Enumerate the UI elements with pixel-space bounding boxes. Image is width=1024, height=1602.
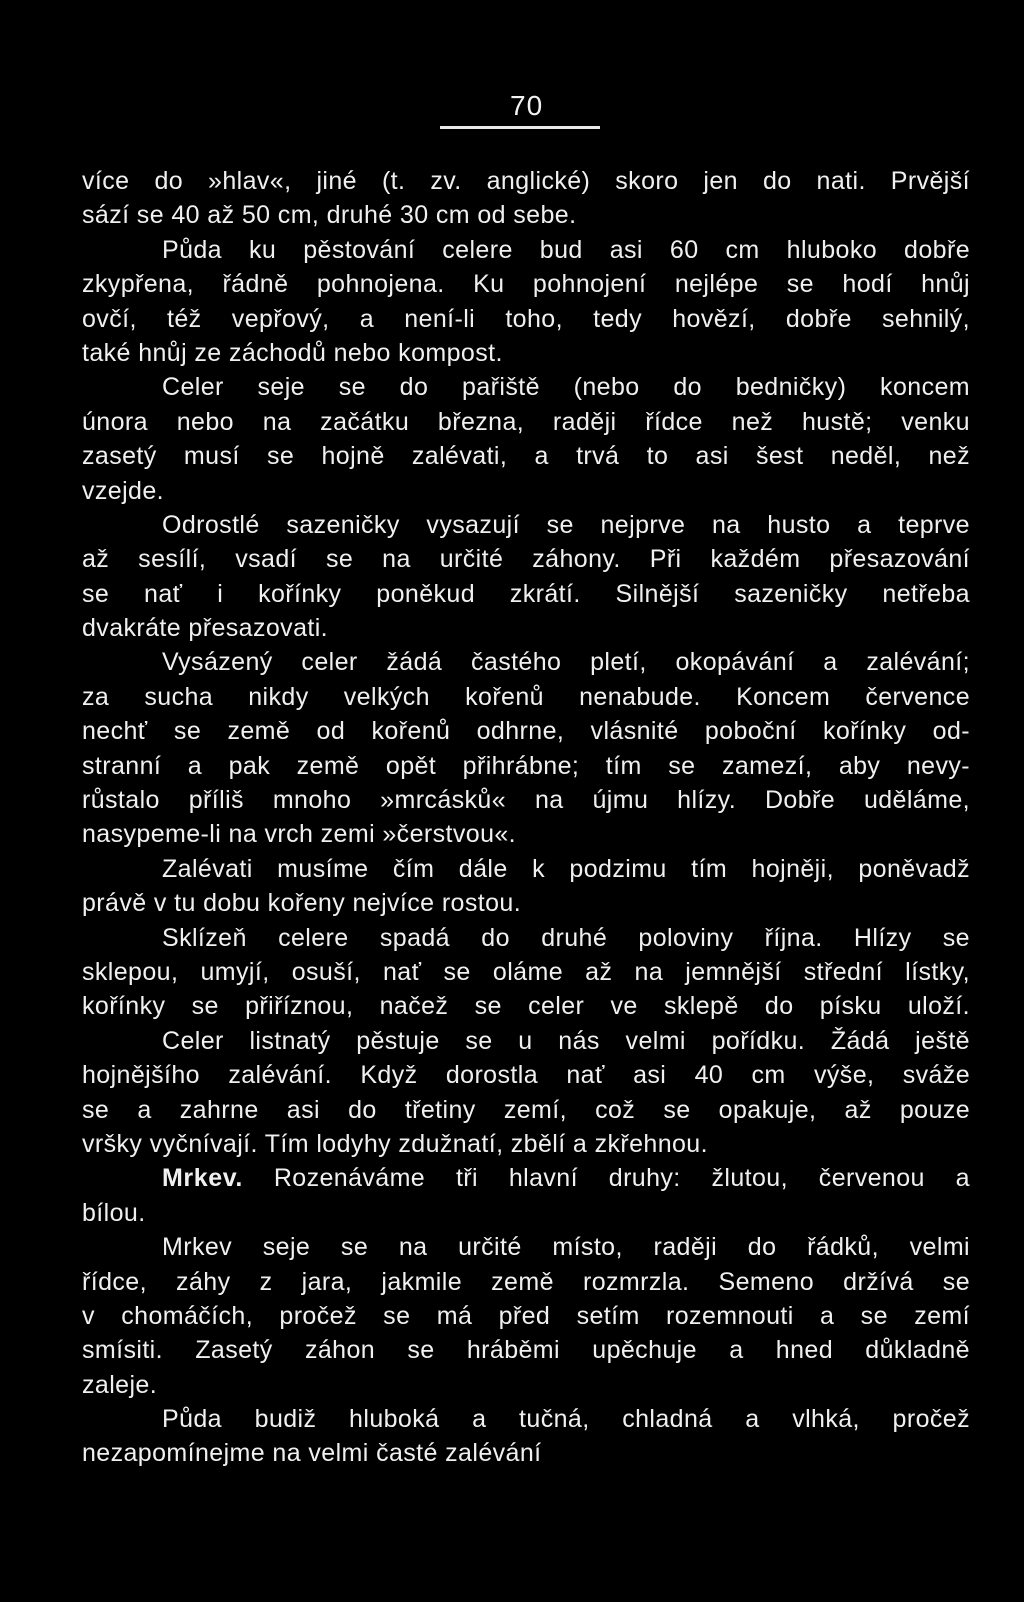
text-line — [82, 405, 970, 439]
text-line — [82, 645, 970, 679]
text-line-content: hojnějšího zalévání. Když dorostla nať asi 40 cm výše, sváže — [82, 1061, 970, 1090]
text-line-content: zaleje. — [82, 1370, 158, 1399]
text-line — [82, 1299, 970, 1333]
text-line-content: se nať i kořínky poněkud zkrátí. Silnější sazeničky netřeba — [82, 579, 970, 608]
text-line-content: zkypřena, řádně pohnojena. Ku pohnojení nejlépe se hodí hnůj — [82, 270, 970, 299]
text-line-content: nechť se země od kořenů odhrne, vlásnité poboční kořínky od- — [82, 717, 970, 746]
text-line — [82, 1024, 970, 1058]
text-line — [82, 817, 970, 851]
text-line-content: v chomáčích, pročež se má před setím rozemnouti a se zemí — [82, 1301, 970, 1330]
text-line — [82, 1265, 970, 1299]
text-line — [82, 198, 970, 232]
text-line — [82, 611, 970, 645]
text-line-content: dvakráte přesazovati. — [82, 614, 329, 643]
text-line — [82, 749, 970, 783]
text-line-content: zasetý musí se hojně zalévati, a trvá to asi šest neděl, než — [82, 442, 970, 471]
text-line-content: vzejde. — [82, 476, 165, 505]
text-line-content: nezapomínejme na velmi časté zalévání — [82, 1439, 542, 1468]
text-line-content: smísiti. Zasetý záhon se hráběmi upěchuje a hned důkladně — [82, 1336, 970, 1365]
text-line-content: Rozenáváme tři hlavní druhy: žlutou, červenou a — [273, 1164, 970, 1193]
text-line — [82, 1093, 970, 1127]
text-line — [82, 474, 970, 508]
text-line — [82, 1230, 970, 1264]
text-line-content: za sucha nikdy velkých kořenů nenabude. Koncem července — [82, 682, 970, 711]
text-line-content: Celer seje se do pařiště (nebo do bedničky) koncem — [162, 373, 970, 402]
text-line-content: Půda budiž hluboká a tučná, chladná a vlhká, pročež — [162, 1405, 970, 1434]
text-line — [82, 1436, 970, 1470]
text-line — [82, 680, 970, 714]
body-text — [82, 164, 970, 1471]
page-number-rule — [440, 126, 600, 129]
text-line-content: února nebo na začátku března, raději řídce než hustě; venku — [82, 407, 970, 436]
text-line-content: nasypeme-li na vrch zemi »čerstvou«. — [82, 820, 517, 849]
text-line-content: ovčí, též vepřový, a není-li toho, tedy hovězí, dobře sehnilý, — [82, 304, 970, 333]
text-line — [82, 714, 970, 748]
text-line — [82, 302, 970, 336]
text-line-content: Půda ku pěstování celere bud asi 60 cm hluboko dobře — [162, 235, 970, 264]
text-line-content: se a zahrne asi do třetiny zemí, což se opakuje, až pouze — [82, 1095, 970, 1124]
text-line — [82, 439, 970, 473]
text-line — [82, 370, 970, 404]
text-line — [82, 1402, 970, 1436]
text-line-content: až sesílí, vsadí se na určité záhony. Při každém přesazování — [82, 545, 970, 574]
text-line — [82, 542, 970, 576]
text-line-content: vršky vyčnívají. Tím lodyhy zdužnatí, zbělí a zkřehnou. — [82, 1129, 708, 1158]
section-term: Mrkev. — [162, 1164, 243, 1193]
text-line — [82, 783, 970, 817]
text-line-content: Celer listnatý pěstuje se u nás velmi pořídku. Žádá ještě — [162, 1026, 970, 1055]
text-line — [82, 1058, 970, 1092]
text-line — [82, 508, 970, 542]
text-line — [82, 989, 970, 1023]
text-line-content: kořínky se přiříznou, načež se celer ve sklepě do písku uloží. — [82, 992, 970, 1021]
text-line — [82, 267, 970, 301]
text-line-content: také hnůj ze záchodů nebo kompost. — [82, 338, 503, 367]
text-line-content: právě v tu dobu kořeny nejvíce rostou. — [82, 889, 522, 918]
text-line-content: stranní a pak země opět přihrábne; tím se zamezí, aby nevy- — [82, 751, 970, 780]
text-line — [82, 886, 970, 920]
text-line — [82, 852, 970, 886]
text-line — [82, 1127, 970, 1161]
text-line — [82, 336, 970, 370]
text-line — [82, 164, 970, 198]
text-line-content: bílou. — [82, 1198, 146, 1227]
page-number: 70 — [510, 90, 544, 121]
text-line-content: řídce, záhy z jara, jakmile země rozmrzla. Semeno držívá se — [82, 1267, 970, 1296]
text-line-content: sází se 40 až 50 cm, druhé 30 cm od sebe. — [82, 201, 577, 230]
text-line-content: sklepou, umyjí, osuší, nať se oláme až na jemnější střední lístky, — [82, 957, 970, 986]
text-line — [82, 1196, 970, 1230]
text-line-content: Odrostlé sazeničky vysazují se nejprve na husto a teprve — [162, 510, 970, 539]
text-line-content: Zalévati musíme čím dále k podzimu tím hojněji, poněvadž — [162, 854, 970, 883]
text-line-content: více do »hlav«, jiné (t. zv. anglické) skoro jen do nati. Prvější — [82, 167, 970, 195]
text-line — [82, 1161, 970, 1195]
text-line — [82, 233, 970, 267]
text-line — [82, 577, 970, 611]
text-line-content: Sklízeň celere spadá do druhé poloviny října. Hlízy se — [162, 923, 970, 952]
text-line-content: Vysázený celer žádá častého pletí, okopávání a zalévání; — [162, 648, 970, 677]
text-line — [82, 1368, 970, 1402]
text-line-content: růstalo příliš mnoho »mrcásků« na újmu hlízy. Dobře uděláme, — [82, 786, 970, 815]
text-line — [82, 921, 970, 955]
text-line-content: Mrkev seje se na určité místo, raději do řádků, velmi — [162, 1233, 970, 1262]
text-line — [82, 1333, 970, 1367]
text-line — [82, 955, 970, 989]
